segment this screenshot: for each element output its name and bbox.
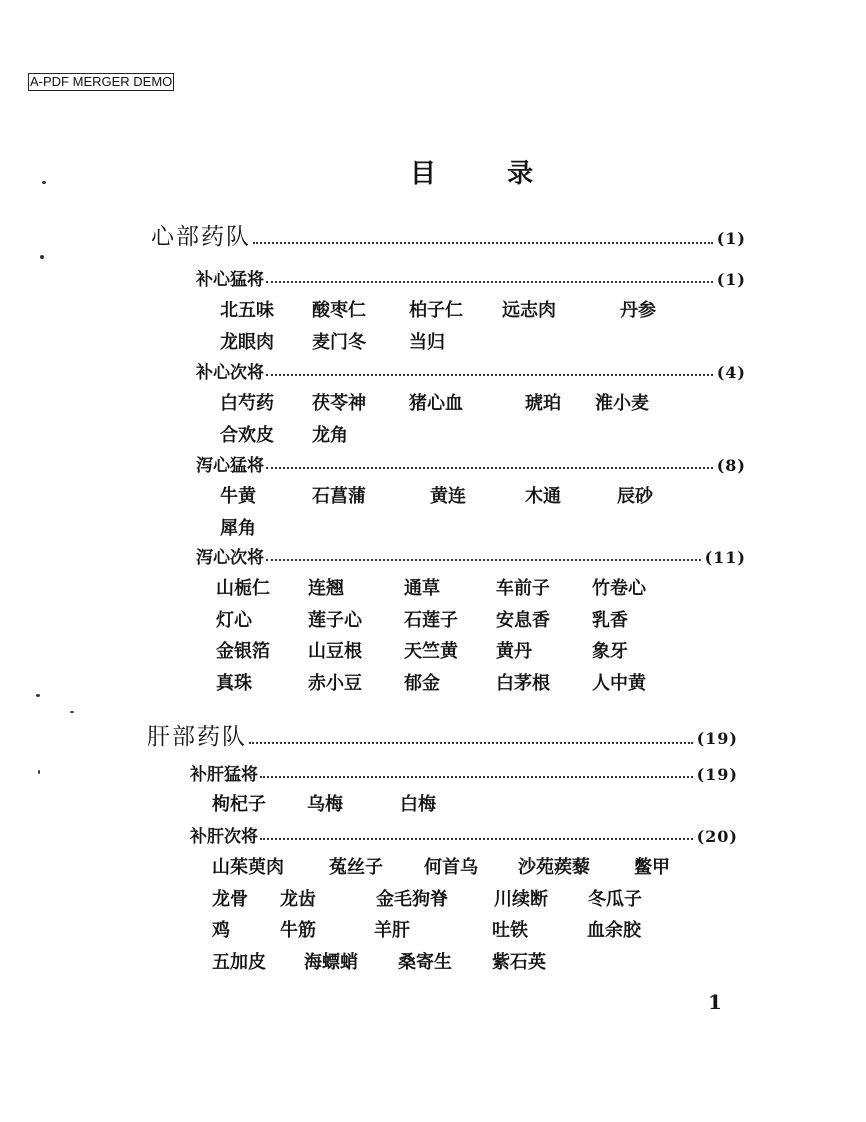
scan-speck bbox=[70, 711, 74, 713]
herb-name: 安息香 bbox=[496, 609, 550, 631]
herb-name: 鸡 bbox=[212, 920, 230, 941]
herb-name: 龙齿 bbox=[280, 888, 316, 910]
herb-name: 金银箔 bbox=[216, 641, 270, 662]
herb-name: 何首乌 bbox=[424, 857, 478, 878]
herb-name: 血余胶 bbox=[587, 920, 641, 941]
group-page-ref: (4) bbox=[716, 363, 746, 382]
herb-name: 当归 bbox=[409, 331, 445, 353]
herb-name: 石菖蒲 bbox=[312, 486, 366, 507]
herb-name: 山茱萸肉 bbox=[212, 857, 284, 878]
herb-name: 牛筋 bbox=[280, 920, 316, 941]
herb-name: 沙苑蒺藜 bbox=[518, 857, 590, 878]
dot-leader bbox=[260, 838, 693, 840]
scan-speck bbox=[38, 770, 40, 774]
watermark-label: A-PDF MERGER DEMO bbox=[30, 74, 173, 89]
herb-name: 枸杞子 bbox=[212, 794, 266, 815]
herb-name: 桑寄生 bbox=[398, 951, 452, 973]
herb-name: 真珠 bbox=[216, 672, 252, 694]
herb-name: 天竺黄 bbox=[404, 641, 458, 662]
dot-leader bbox=[266, 281, 713, 283]
herb-name: 丹参 bbox=[620, 300, 656, 321]
herb-name: 牛黄 bbox=[220, 486, 256, 507]
dot-leader bbox=[266, 467, 713, 469]
herb-name: 麦门冬 bbox=[312, 331, 366, 353]
group-label: 补肝次将 bbox=[190, 827, 258, 847]
herb-name: 菟丝子 bbox=[329, 857, 383, 878]
herb-name: 石莲子 bbox=[404, 609, 458, 631]
herb-name: 羊肝 bbox=[374, 920, 410, 941]
toc-group-purge-heart-major[interactable] bbox=[196, 451, 746, 476]
toc-group-tonify-heart-minor[interactable] bbox=[196, 358, 746, 383]
herb-name: 黄连 bbox=[430, 486, 466, 507]
herb-name: 合欢皮 bbox=[220, 424, 274, 446]
herb-name: 犀角 bbox=[220, 517, 256, 539]
dot-leader bbox=[260, 776, 693, 778]
dot-leader bbox=[249, 742, 693, 744]
dot-leader bbox=[266, 374, 713, 376]
herb-name: 车前子 bbox=[496, 578, 550, 599]
herb-name: 白梅 bbox=[400, 794, 436, 815]
section-page-ref: (1) bbox=[716, 229, 746, 248]
scan-speck bbox=[42, 181, 46, 184]
herb-name: 酸枣仁 bbox=[312, 300, 366, 321]
herb-name: 郁金 bbox=[404, 672, 440, 694]
group-page-ref: (1) bbox=[716, 270, 746, 289]
herb-name: 柏子仁 bbox=[409, 300, 463, 321]
herb-name: 琥珀 bbox=[525, 393, 561, 414]
group-label: 补心次将 bbox=[196, 363, 264, 383]
herb-name: 山豆根 bbox=[308, 641, 362, 662]
scan-speck bbox=[36, 694, 40, 697]
title-char-2: 录 bbox=[507, 159, 534, 189]
herb-name: 象牙 bbox=[592, 641, 628, 662]
herb-name: 白芍药 bbox=[220, 393, 274, 414]
herb-name: 淮小麦 bbox=[595, 393, 649, 414]
herb-name: 乳香 bbox=[592, 609, 628, 631]
herb-name: 猪心血 bbox=[409, 393, 463, 414]
toc-group-purge-heart-minor[interactable] bbox=[196, 543, 746, 568]
dot-leader bbox=[266, 559, 701, 561]
group-page-ref: (11) bbox=[704, 548, 746, 567]
herb-name: 海螵蛸 bbox=[304, 951, 358, 973]
page-title bbox=[410, 153, 533, 190]
herb-name: 龙眼肉 bbox=[220, 331, 274, 353]
herb-name: 连翘 bbox=[308, 578, 344, 599]
herb-name: 黄丹 bbox=[496, 641, 532, 662]
herb-name: 鳖甲 bbox=[634, 857, 670, 878]
group-label: 补肝猛将 bbox=[190, 765, 258, 785]
herb-name: 乌梅 bbox=[307, 794, 343, 815]
toc-section-liver[interactable] bbox=[147, 718, 738, 751]
toc-section-heart[interactable] bbox=[151, 218, 746, 251]
herb-name: 茯苓神 bbox=[312, 393, 366, 414]
group-page-ref: (8) bbox=[716, 456, 746, 475]
group-label: 泻心次将 bbox=[196, 548, 264, 568]
herb-name: 北五味 bbox=[220, 300, 274, 321]
herb-name: 通草 bbox=[404, 578, 440, 599]
herb-name: 人中黄 bbox=[592, 672, 646, 694]
herb-name: 金毛狗脊 bbox=[376, 888, 448, 910]
group-page-ref: (19) bbox=[696, 765, 738, 784]
herb-name: 灯心 bbox=[216, 609, 252, 631]
toc-group-tonify-liver-minor[interactable] bbox=[190, 822, 738, 847]
scan-speck bbox=[40, 255, 44, 259]
herb-name: 冬瓜子 bbox=[588, 888, 642, 910]
group-label: 泻心猛将 bbox=[196, 456, 264, 476]
herb-name: 竹卷心 bbox=[592, 578, 646, 599]
page-number: 1 bbox=[708, 990, 722, 1014]
herb-name: 川续断 bbox=[494, 888, 548, 910]
herb-name: 白茅根 bbox=[496, 672, 550, 694]
section-label: 心部药队 bbox=[151, 224, 251, 250]
herb-name: 紫石英 bbox=[492, 951, 546, 973]
herb-name: 龙骨 bbox=[212, 888, 248, 910]
section-page-ref: (19) bbox=[696, 729, 738, 748]
toc-group-tonify-heart-major[interactable] bbox=[196, 265, 746, 290]
group-label: 补心猛将 bbox=[196, 270, 264, 290]
herb-name: 辰砂 bbox=[617, 486, 653, 507]
herb-name: 龙角 bbox=[312, 424, 348, 446]
section-label: 肝部药队 bbox=[147, 724, 247, 750]
herb-name: 山栀仁 bbox=[216, 578, 270, 599]
toc-group-tonify-liver-major[interactable] bbox=[190, 760, 738, 785]
title-char-1: 目 bbox=[410, 159, 437, 189]
herb-name: 赤小豆 bbox=[308, 672, 362, 694]
herb-name: 五加皮 bbox=[212, 951, 266, 973]
herb-name: 远志肉 bbox=[502, 300, 556, 321]
dot-leader bbox=[253, 242, 713, 244]
herb-name: 莲子心 bbox=[308, 609, 362, 631]
herb-name: 木通 bbox=[525, 486, 561, 507]
group-page-ref: (20) bbox=[696, 827, 738, 846]
herb-name: 吐铁 bbox=[492, 920, 528, 941]
